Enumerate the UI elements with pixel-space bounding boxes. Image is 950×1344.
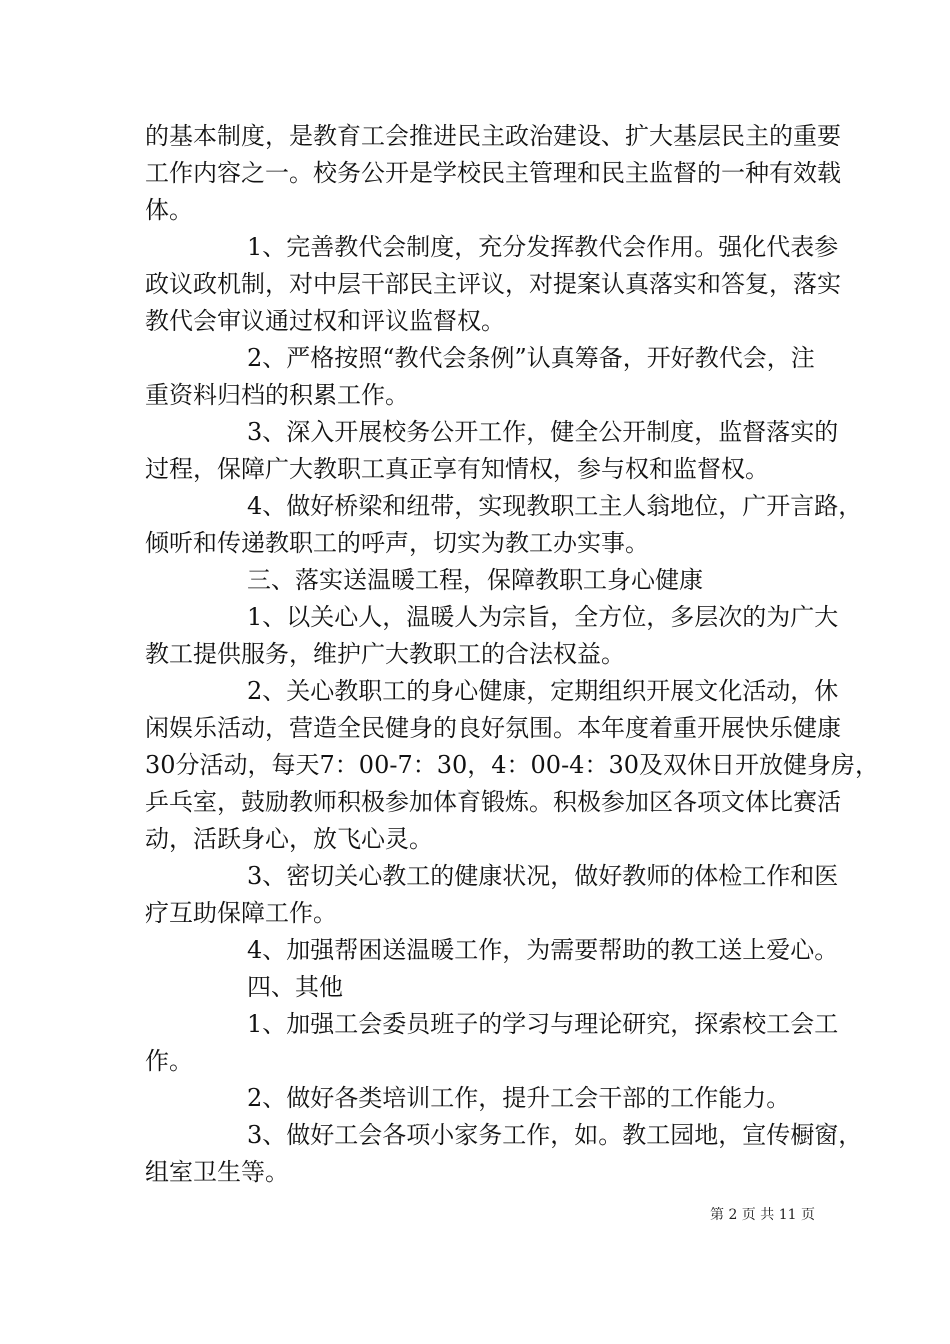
text-line: 4、加强帮困送温暖工作，为需要帮助的教工送上爱心。	[247, 936, 839, 964]
text-line: 2、关心教职工的身心健康，定期组织开展文化活动，休	[247, 677, 839, 705]
text-line: 倾听和传递教职工的呼声，切实为教工办实事。	[145, 529, 649, 557]
text-line: 作。	[145, 1047, 193, 1075]
text-line: 疗互助保障工作。	[145, 899, 337, 927]
text-line: 的基本制度，是教育工会推进民主政治建设、扩大基层民主的重要	[145, 122, 841, 150]
text-line: 动，活跃身心，放飞心灵。	[145, 825, 433, 853]
text-line: 重资料归档的积累工作。	[145, 381, 409, 409]
page-number: 第 2 页 共 11 页	[710, 1207, 815, 1223]
text-line: 1、加强工会委员班子的学习与理论研究，探索校工会工	[247, 1010, 839, 1038]
text-line: 1、完善教代会制度，充分发挥教代会作用。强化代表参	[247, 233, 839, 261]
text-line: 1、以关心人，温暖人为宗旨，全方位，多层次的为广大	[247, 603, 839, 631]
text-line: 政议政机制，对中层干部民主评议，对提案认真落实和答复，落实	[145, 270, 841, 298]
text-line: 30分活动，每天7：00-7：30，4：00-4：30及双休日开放健身房，	[145, 751, 879, 779]
text-line: 3、做好工会各项小家务工作，如。教工园地，宣传橱窗，	[247, 1121, 863, 1149]
text-line: 教工提供服务，维护广大教职工的合法权益。	[145, 640, 625, 668]
text-line: 2、严格按照“教代会条例”认真筹备，开好教代会，注	[247, 344, 815, 372]
section-heading: 四、其他	[247, 973, 343, 1001]
text-line: 3、密切关心教工的健康状况，做好教师的体检工作和医	[247, 862, 839, 890]
text-line: 过程，保障广大教职工真正享有知情权，参与权和监督权。	[145, 455, 769, 483]
text-line: 4、做好桥梁和纽带，实现教职工主人翁地位，广开言路，	[247, 492, 863, 520]
section-heading: 三、落实送温暖工程，保障教职工身心健康	[247, 566, 703, 594]
text-line: 闲娱乐活动，营造全民健身的良好氛围。本年度着重开展快乐健康	[145, 714, 841, 742]
text-line: 3、深入开展校务公开工作，健全公开制度，监督落实的	[247, 418, 839, 446]
text-line: 工作内容之一。校务公开是学校民主管理和民主监督的一种有效载	[145, 159, 841, 187]
text-line: 体。	[145, 196, 193, 224]
text-line: 2、做好各类培训工作，提升工会干部的工作能力。	[247, 1084, 791, 1112]
document-body	[145, 118, 879, 1191]
text-line: 教代会审议通过权和评议监督权。	[145, 307, 505, 335]
text-line: 乒乓室，鼓励教师积极参加体育锻炼。积极参加区各项文体比赛活	[145, 788, 841, 816]
text-line: 组室卫生等。	[145, 1158, 289, 1186]
